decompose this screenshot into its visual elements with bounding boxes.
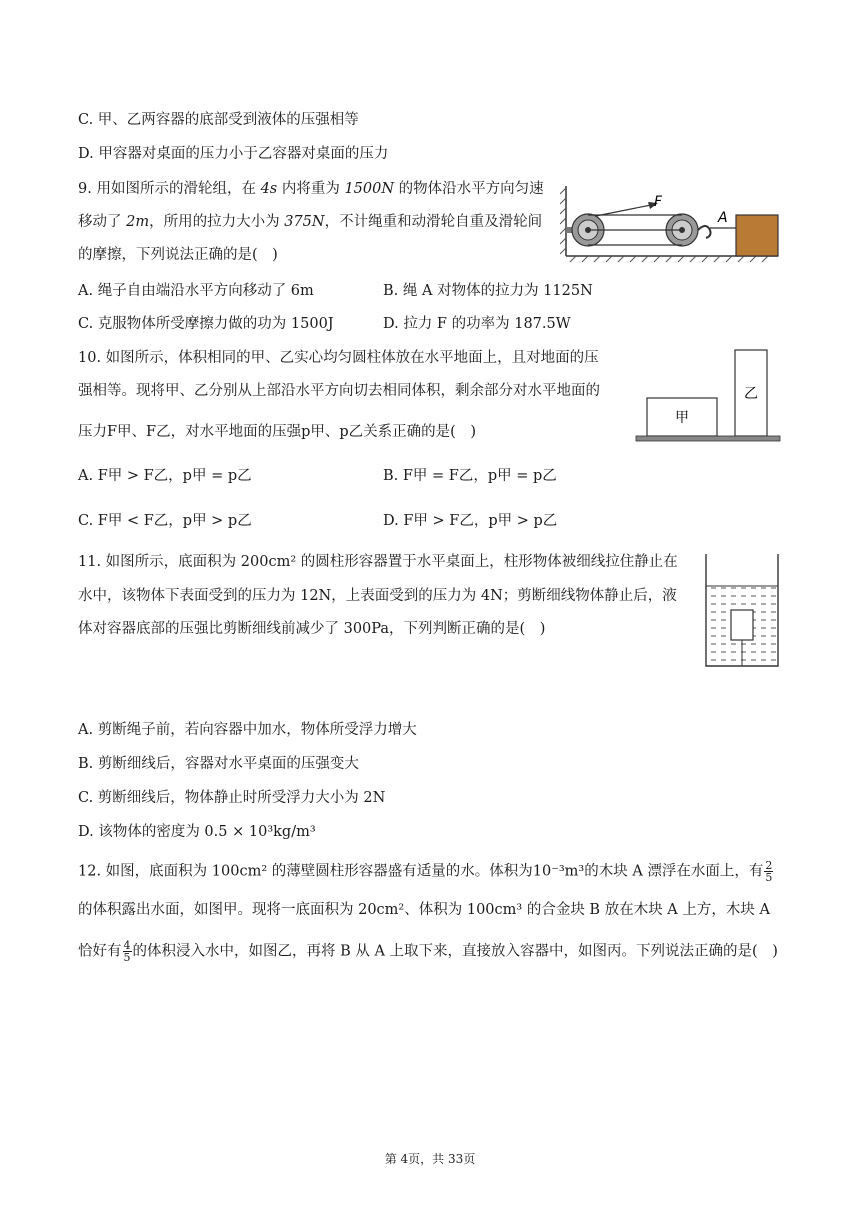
q10-option-b: B. F甲 = F乙，p甲 = p乙 (383, 468, 557, 484)
q10-stem-line2: 强相等。现将甲、乙分别从上部沿水平方向切去相同体积，剩余部分对水平地面的 (78, 383, 600, 399)
page-footer: 第 4页，共 33页 (384, 1152, 476, 1166)
rope-label-a: A (718, 210, 728, 226)
q9-stem-line1: 9. 用如图所示的滑轮组，在 4s 内将重为 1500N 的物体沿水平方向匀速 (78, 181, 544, 197)
q12-stem-line3: 恰好有 $\frac{4}{5}$ 的体积浸入水中，如图乙，再将 B 从 A 上取下来，直接放入容器中，如图丙。下列说法正确的是( ) (78, 939, 778, 964)
force-label-f: F (654, 194, 663, 210)
fraction-two-fifths: $\frac{2}{5}$ (765, 859, 773, 884)
ground-bar (636, 436, 780, 441)
pulley-figure (560, 182, 782, 266)
q11-stem-line2: 水中，该物体下表面受到的压力为 12N，上表面受到的压力为 4N；剪断细线物体静止后，液 (78, 588, 677, 604)
q10-option-a: A. F甲 > F乙，p甲 = p乙 (78, 468, 252, 484)
q12-stem-line1: 12. 如图，底面积为 100cm² 的薄壁圆柱形容器盛有适量的水。体积为10⁻³m³的木块 A 漂浮在水面上，有 $\frac{2}{5}$ (78, 859, 773, 884)
q9-option-d: D. 拉力 F 的功率为 187.5W (383, 316, 571, 332)
q11-stem-line1: 11. 如图所示，底面积为 200cm² 的圆柱形容器置于水平桌面上，柱形物体被细线拉住静止在 (78, 554, 678, 570)
q9-stem-line2: 移动了 2m，所用的拉力大小为 375N，不计绳重和动滑轮自重及滑轮间 (78, 214, 543, 230)
q8-option-c: C. 甲、乙两容器的底部受到液体的压强相等 (78, 112, 359, 128)
floating-object (731, 610, 753, 640)
q10-stem-line1: 10. 如图所示，体积相同的甲、乙实心均匀圆柱体放在水平地面上，且对地面的压 (78, 350, 599, 366)
q8-option-d: D. 甲容器对桌面的压力小于乙容器对桌面的压力 (78, 146, 389, 162)
q10-option-c: C. F甲 < F乙，p甲 > p乙 (78, 513, 252, 529)
q9-stem-line3: 的摩擦，下列说法正确的是( ) (78, 247, 278, 263)
label-yi: 乙 (744, 386, 758, 402)
q12-stem-line2: 的体积露出水面，如图甲。现将一底面积为 20cm²、体积为 100cm³ 的合金块 B 放在木块 A 上方，木块 A (78, 902, 770, 918)
q9-option-b: B. 绳 A 对物体的拉力为 1125N (383, 283, 593, 299)
fraction-four-fifths: $\frac{4}{5}$ (123, 939, 131, 964)
q11-stem-line3: 体对容器底部的压强比剪断细线前减少了 300Pa，下列判断正确的是( ) (78, 621, 546, 637)
cylinders-figure (634, 346, 784, 444)
q11-option-b: B. 剪断细线后，容器对水平桌面的压强变大 (78, 756, 359, 772)
q10-stem-line3: 压力F甲、F乙，对水平地面的压强p甲、p乙关系正确的是( ) (78, 424, 476, 440)
label-jia: 甲 (675, 410, 689, 426)
q11-option-a: A. 剪断绳子前，若向容器中加水，物体所受浮力增大 (78, 722, 417, 738)
q10-option-d: D. F甲 > F乙，p甲 > p乙 (383, 513, 558, 529)
wooden-block (736, 215, 778, 256)
q9-option-a: A. 绳子自由端沿水平方向移动了 6m (78, 283, 314, 299)
container-figure (700, 552, 786, 670)
q11-option-c: C. 剪断细线后，物体静止时所受浮力大小为 2N (78, 790, 386, 806)
q9-option-c: C. 克服物体所受摩擦力做的功为 1500J (78, 316, 334, 332)
q11-option-d: D. 该物体的密度为 0.5 × 10³kg/m³ (78, 824, 316, 840)
